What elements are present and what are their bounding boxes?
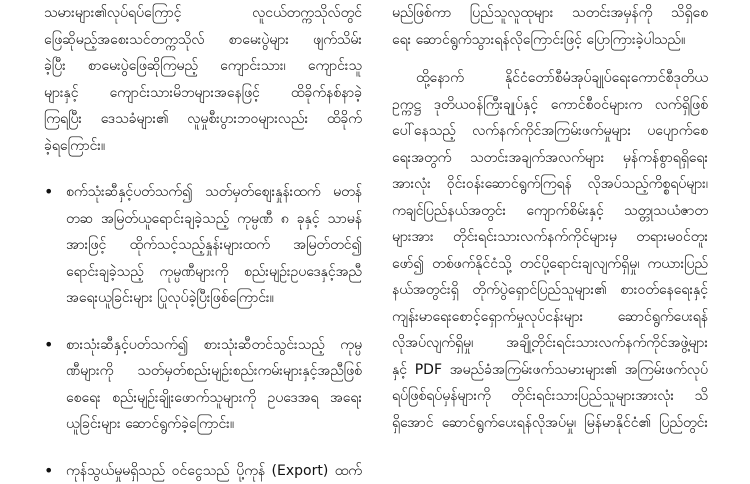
text-line: စားသုံးဆီနှင့်ပတ်သက်၍ စားသုံးဆီတင်သွင်းသည့် ကုမ္ပ: [66, 332, 362, 359]
text-line: ဖော်၍ တစ်ဖက်နိုင်ငံသို့ တင်ပို့ရောင်းချလျက်ရှိမှု၊ ကယားပြည်: [392, 251, 708, 278]
body-paragraph: [392, 65, 708, 436]
top-paragraph: [392, 0, 708, 53]
text-line: ခဲ့ရကြောင်း။: [44, 133, 362, 160]
text-line: ရေး ဆောင်ရွက်သွားရန်လိုကြောင်းဖြင့် ပြောကြားခဲ့ပါသည်။: [392, 27, 708, 54]
bullet-icon: •: [44, 179, 66, 206]
text-line: အရေးယူခြင်းများ ပြုလုပ်ခဲ့ပြီးဖြစ်ကြောင်း။: [66, 285, 362, 312]
text-line: စေရေး စည်းမျဉ်းချိုးဖောက်သူများကို ဥပဒေအရ အရေး: [66, 385, 362, 412]
spacer: [392, 53, 708, 65]
text-line: ရပ်ဖြစ်ရပ်မှန်များကို တိုင်းရင်းသားပြည်သူများအားလုံး သိ: [392, 383, 708, 410]
text-line: ကျန်းမာရေးစောင့်ရှောက်မှုလုပ်ငန်းများ ဆောင်ရွက်ပေးရန်: [392, 304, 708, 331]
text-line: မည်ဖြစ်ကာ ပြည်သူလူထုများ သတင်းအမှန်ကို သိရှိစေ: [392, 0, 708, 27]
text-line: ဏီများကို သတ်မှတ်စည်းမျဉ်းစည်းကမ်းများနှင့်အညီဖြစ်: [66, 358, 362, 385]
right-column: [392, 0, 708, 460]
text-line: ကုန်သွယ်မှုမရှိသည် ဝင်ငွေသည် ပို့ကုန် (Export) ထက်: [66, 458, 362, 484]
intro-paragraph: [44, 0, 362, 159]
text-line: လိုအပ်လျက်ရှိမှု၊ အချို့တိုင်းရင်းသားလက်နက်ကိုင်အဖွဲ့များ: [392, 330, 708, 357]
bullet-item: [44, 179, 362, 312]
text-line: များအား တိုင်းရင်းသားလက်နက်ကိုင်များမှ တရားမဝင်တူး: [392, 224, 708, 251]
text-line: စက်သုံးဆီနှင့်ပတ်သက်၍ သတ်မှတ်စျေးနှုန်းထက် မတန်: [66, 179, 362, 206]
spacer: [44, 159, 362, 179]
text-line: နှင့် PDF အမည်ခံအကြမ်းဖက်သမားများ၏ အကြမ်းဖက်လုပ်: [392, 357, 708, 384]
spacer: [44, 312, 362, 332]
text-line: ရေးအတွက် သတင်းအချက်အလက်များ မှန်ကန်စွာရရှိရေး: [392, 145, 708, 172]
text-line: ဖြေဆိုမည့်အစေးသင်တက္ကသိုလ် စာမေးပွဲများ ဖျက်သိမ်း: [44, 27, 362, 54]
text-line: ထို့နောက် နိုင်ငံတော်စီမံအုပ်ချုပ်ရေးကောင်စီဒုတိယ: [392, 65, 708, 92]
text-line: များနှင့် ကျောင်းသားမိဘများအနေဖြင့် ထိခိုက်နစ်နာခဲ့: [44, 80, 362, 107]
text-line: ယူခြင်းများ ဆောင်ရွက်ခဲ့ကြောင်း။: [66, 411, 362, 438]
left-column: [44, 0, 362, 460]
spacer: [44, 438, 362, 458]
text-line: တဆ အမြတ်ယူရောင်းချခဲ့သည့် ကုမ္ပဏီ ၈ ခုနှင့် သာမန်: [66, 206, 362, 233]
text-line: အားလုံး ဝိုင်းဝန်းဆောင်ရွက်ကြရန် လိုအပ်သည့်ကိစ္စရပ်များ၊: [392, 171, 708, 198]
bullet-item: [44, 332, 362, 438]
bullet-icon: •: [44, 332, 66, 359]
bullet-icon: •: [44, 458, 66, 484]
text-line: နယ်အတွင်းရှိ တိုက်ပွဲရှောင်ပြည်သူများ၏ စားဝတ်နေရေးနှင့်: [392, 277, 708, 304]
text-line: ကချင်ပြည်နယ်အတွင်း ကျောက်စိမ်းနှင့် သတ္တုသယံဇာတ: [392, 198, 708, 225]
text-line: ခဲ့ပြီး စာမေးပွဲဖြေဆိုကြမည့် ကျောင်းသား၊ ကျောင်းသူ: [44, 53, 362, 80]
text-line: ကြရပြီး ဒေသခံများ၏ လူမှုစီးပွားဘဝများလည်း ထိခိုက်: [44, 106, 362, 133]
text-line: သမားများ၏လုပ်ရပ်ကြောင့် လူငယ်တက္ကသိုလ်တွင်: [44, 0, 362, 27]
text-line: ရှိအောင် ဆောင်ရွက်ပေးရန်လိုအပ်မှု၊ မြန်မာနိုင်ငံ၏ ပြည်တွင်း: [392, 410, 708, 437]
text-line: ပေါ်နေသည့် လက်နက်ကိုင်အကြမ်းဖက်မှုများ ပပျောက်စေ: [392, 118, 708, 145]
text-line: အားဖြင့် ထိုက်သင့်သည့်နှုန်းများထက် အမြတ်တင်၍: [66, 232, 362, 259]
text-line: ဥက္ကဋ္ဌ ဒုတိယဝန်ကြီးချုပ်နှင့် ကောင်စီဝင်များက လက်ရှိဖြစ်: [392, 92, 708, 119]
text-line: ရောင်းချခဲ့သည့် ကုမ္ပဏီများကို စည်းမျဉ်းဥပဒေနှင့်အညီ: [66, 259, 362, 286]
bullet-item: [44, 458, 362, 484]
